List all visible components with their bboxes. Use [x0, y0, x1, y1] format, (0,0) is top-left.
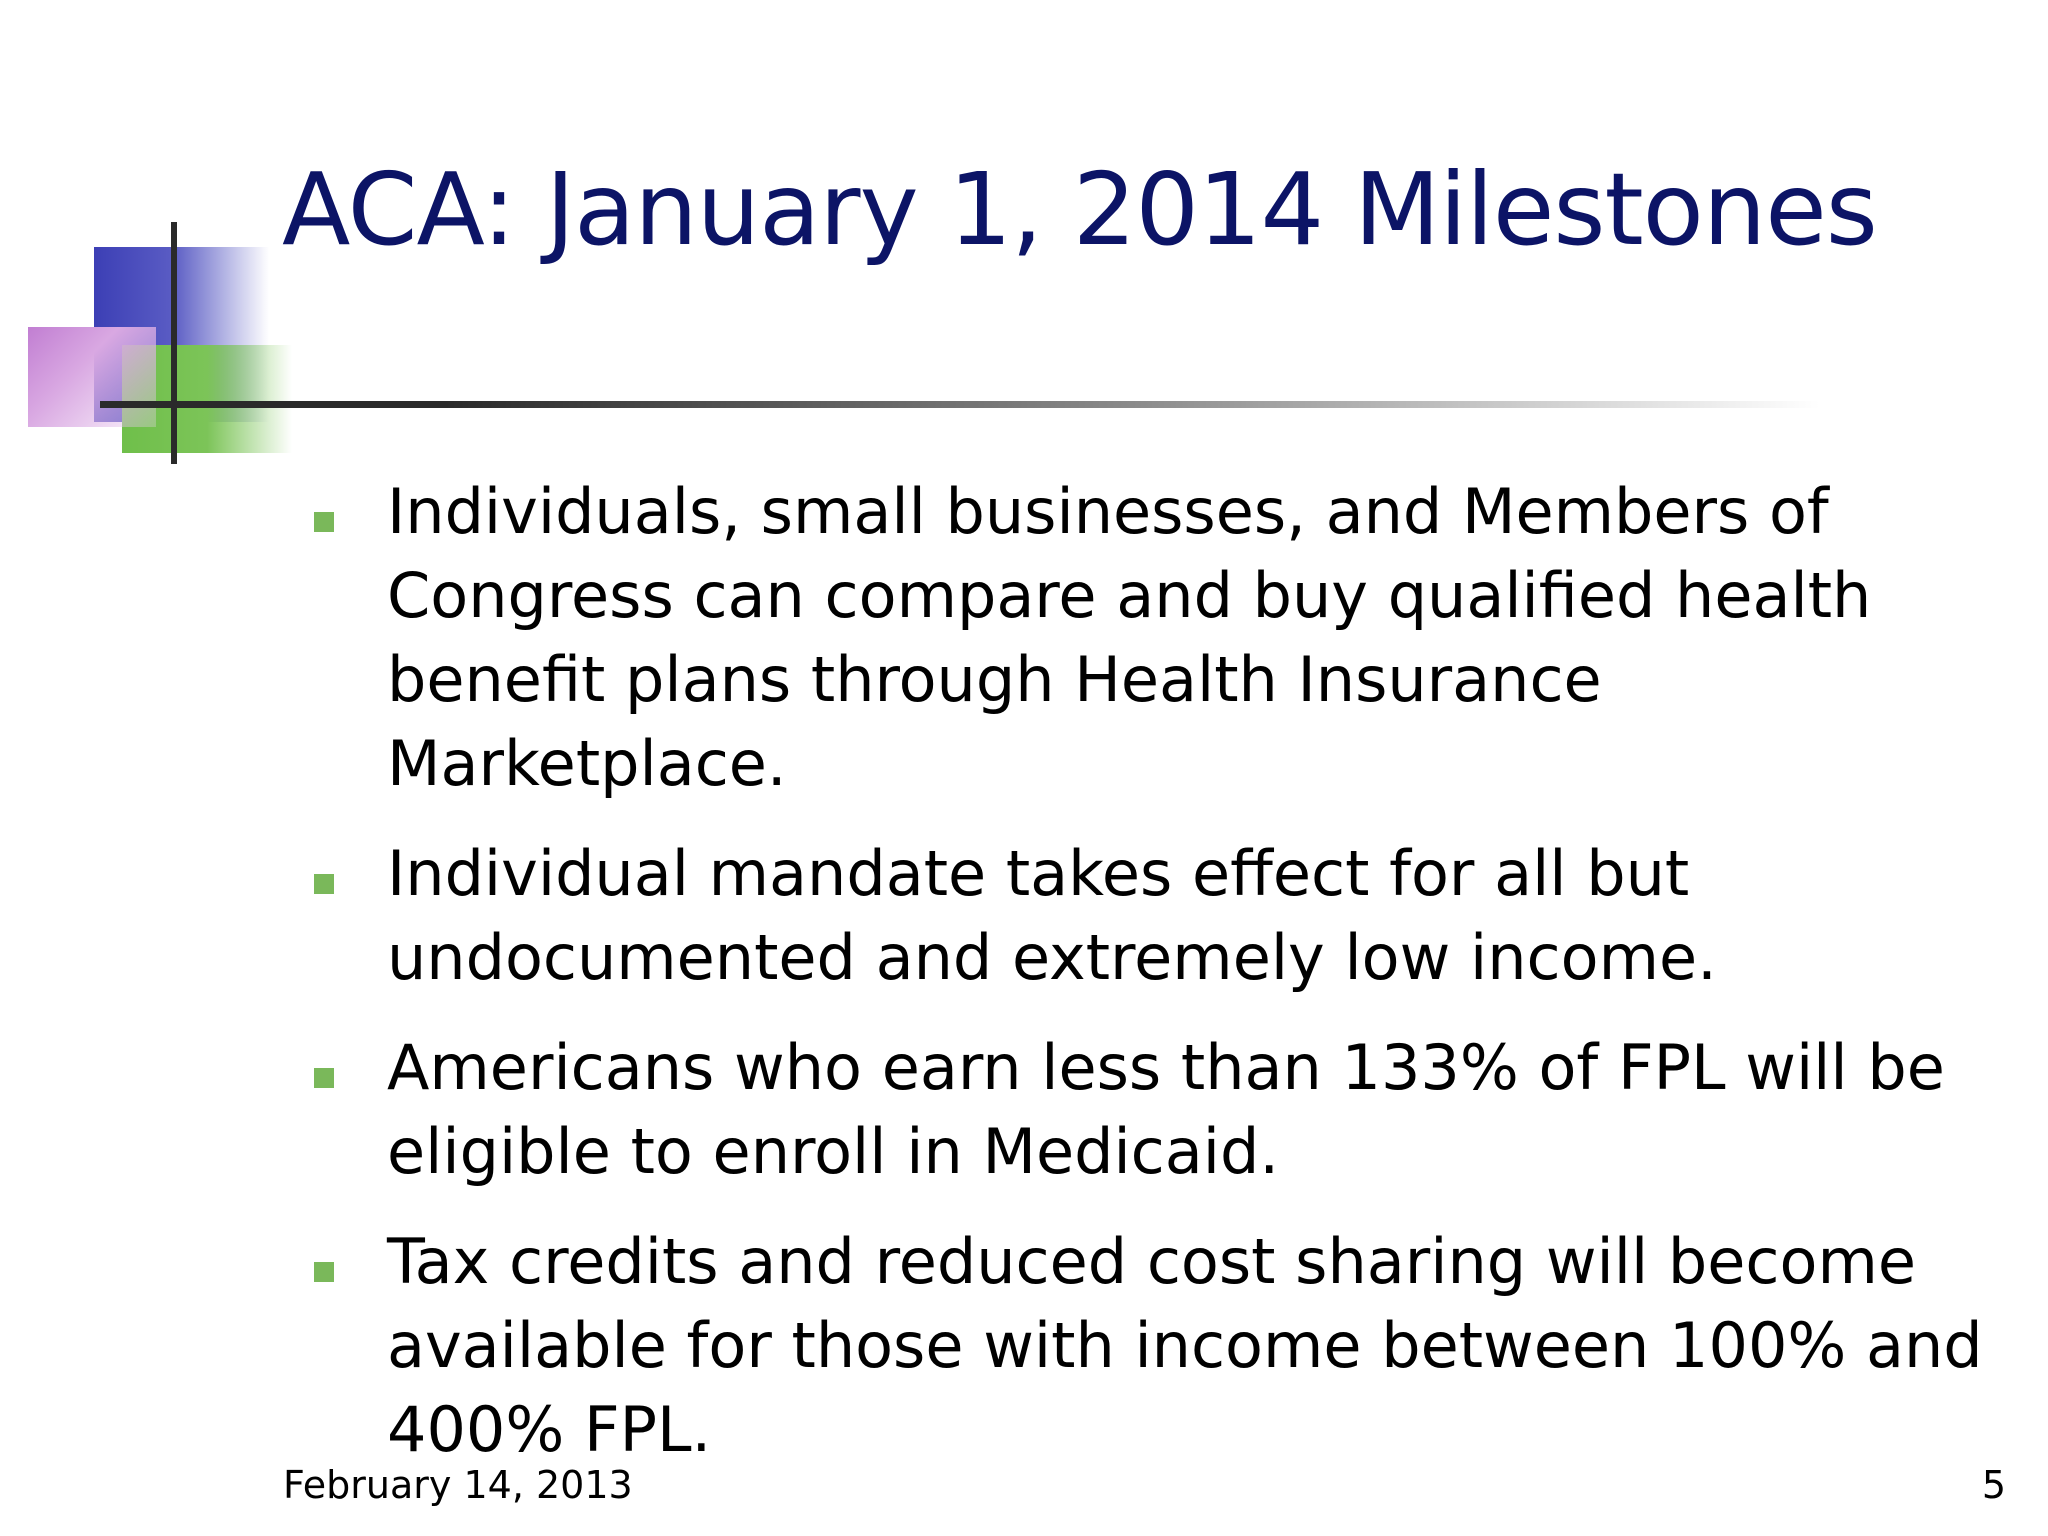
- bullet-item: [310, 1026, 1990, 1194]
- bullet-item: [310, 1220, 1990, 1472]
- pink-square-decoration: [28, 327, 156, 427]
- vertical-rule-decoration: [171, 222, 177, 464]
- square-bullet-icon: [314, 874, 334, 894]
- footer-date: February 14, 2013: [283, 1463, 633, 1507]
- slide-number: 5: [1981, 1463, 2006, 1507]
- bullet-text: Individuals, small businesses, and Members of Congress can compare and buy qualified health benefit plans through Health Insurance Marketplace.: [387, 475, 1872, 800]
- bullet-item: [310, 832, 1990, 1000]
- bullet-list: [310, 470, 1990, 1498]
- slide-title: ACA: January 1, 2014 Milestones: [282, 151, 1877, 268]
- square-bullet-icon: [314, 1262, 334, 1282]
- bullet-item: [310, 470, 1990, 806]
- bullet-text: Tax credits and reduced cost sharing will become available for those with income between 100% and 400% FPL.: [387, 1225, 1983, 1466]
- bullet-text: Americans who earn less than 133% of FPL will be eligible to enroll in Medicaid.: [387, 1031, 1945, 1188]
- square-bullet-icon: [314, 512, 334, 532]
- title-underline-rule: [100, 401, 1820, 408]
- square-bullet-icon: [314, 1068, 334, 1088]
- bullet-text: Individual mandate takes effect for all but undocumented and extremely low income.: [387, 837, 1717, 994]
